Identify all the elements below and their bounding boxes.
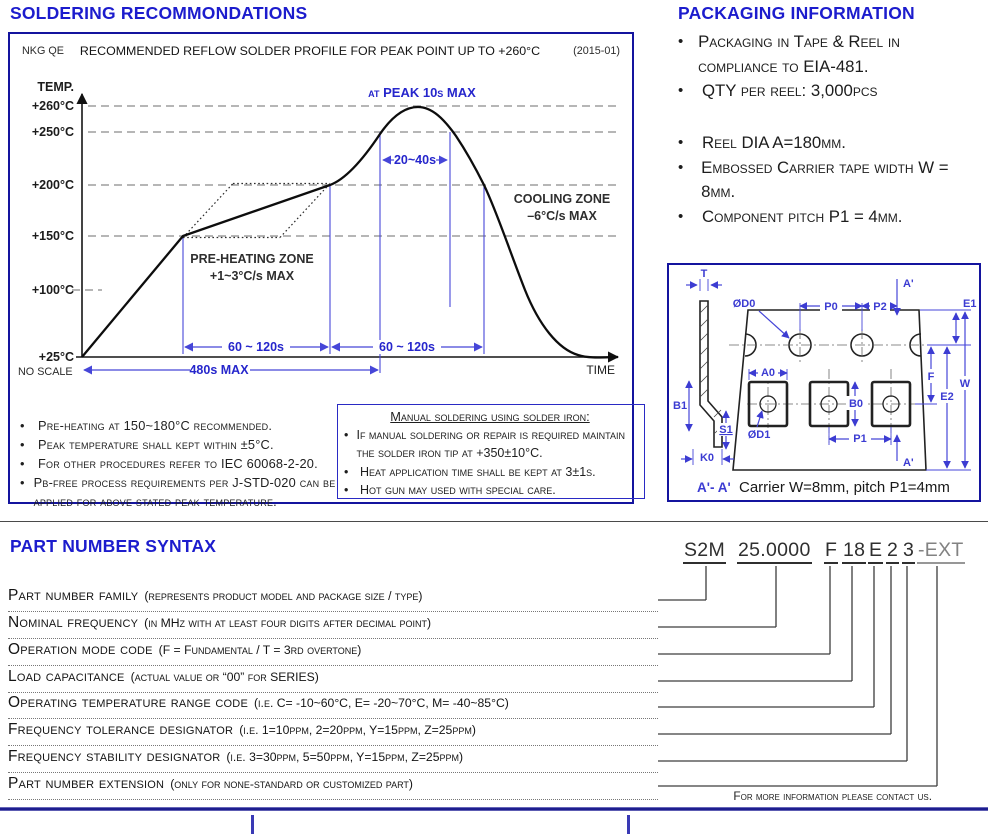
packaging-item xyxy=(678,131,970,156)
note-text: Peak temperature shall kept within ±5°C. xyxy=(38,437,274,452)
tick-25: +25°C xyxy=(38,350,74,364)
packaging-text: Embossed Carrier tape width W = 8mm. xyxy=(701,157,949,201)
pn-row-extension xyxy=(8,775,658,800)
section-divider xyxy=(0,521,988,522)
chart-corner-label: NKG QE xyxy=(22,45,64,57)
chart-title: RECOMMENDED REFLOW SOLDER PROFILE FOR PEAK POINT UP TO +260°C xyxy=(79,44,541,58)
note-text: Pb-free process requirements per J-STD-020 can be applied for above stated peak temperature. xyxy=(33,475,336,509)
bullet-icon: • xyxy=(678,158,684,176)
pn-segment-family: S2M xyxy=(683,539,726,564)
carrier-tape-drawing-box xyxy=(667,263,981,502)
footer-divider xyxy=(251,815,254,834)
tick-260: +260°C xyxy=(31,99,74,113)
pn-row-detail: (F = Fundamental / T = 3rd overtone) xyxy=(158,643,362,657)
dim-w: W xyxy=(959,378,971,390)
bullet-icon: • xyxy=(678,82,684,99)
pn-row-detail: (i.e. 1=10ppm, 2=20ppm, Y=15ppm, Z=25ppm) xyxy=(239,723,476,737)
bullet-icon: • xyxy=(678,207,684,225)
bullet-icon: • xyxy=(344,428,349,442)
manual-item xyxy=(344,426,636,463)
dim-s1: S1 xyxy=(719,424,733,436)
packaging-text: QTY per reel: 3,000pcs xyxy=(702,81,878,100)
dim-b0: B0 xyxy=(848,398,864,410)
packaging-item xyxy=(678,79,970,104)
no-scale-label: NO SCALE xyxy=(18,366,73,378)
dim-t: T xyxy=(700,268,708,280)
dim-p2: P2 xyxy=(873,301,887,313)
dim-p1: P1 xyxy=(853,433,867,445)
dim-k0: K0 xyxy=(699,452,715,464)
manual-item xyxy=(344,463,636,481)
packaging-heading: PACKAGING INFORMATION xyxy=(678,3,915,23)
pn-segment-frequency: 25.0000 xyxy=(737,539,812,564)
pn-segment-temp: E xyxy=(868,539,883,564)
note-item xyxy=(20,416,342,435)
total-window-label: 480s MAX xyxy=(189,363,249,377)
bullet-icon: • xyxy=(678,134,684,151)
manual-soldering-box xyxy=(337,404,645,499)
pn-row-detail: (in MHz with at least four digits after decimal point) xyxy=(144,616,432,630)
tape-caption: Carrier W=8mm, pitch P1=4mm xyxy=(739,479,950,496)
dim-f: F xyxy=(927,371,935,383)
section-label: A'- A' xyxy=(697,480,731,495)
bullet-icon: • xyxy=(20,456,25,471)
manual-soldering-title: Manual soldering using solder iron: xyxy=(390,409,590,424)
bullet-icon: • xyxy=(344,464,349,479)
pn-row-label: Frequency stability designator xyxy=(8,748,221,765)
pn-row-load xyxy=(8,668,658,693)
pn-row-detail: (represents product model and package size / type) xyxy=(144,589,423,603)
axis-labels xyxy=(18,80,615,378)
pn-segment-stability: 3 xyxy=(902,539,915,564)
chart-revision: (2015-01) xyxy=(573,45,620,57)
carrier-tape-drawing xyxy=(669,265,979,500)
dim-b1: B1 xyxy=(673,400,688,412)
pn-row-frequency xyxy=(8,614,658,639)
cooling-zone-line1: COOLING ZONE xyxy=(513,192,611,206)
note-item xyxy=(20,473,342,511)
packaging-text: Reel DIA A=180mm. xyxy=(702,133,846,152)
zone-annotations xyxy=(190,85,610,283)
note-item xyxy=(20,454,342,473)
pn-segment-tolerance: 2 xyxy=(886,539,899,564)
chart-header xyxy=(22,44,620,58)
manual-item xyxy=(344,481,636,499)
pn-segment-load: 18 xyxy=(842,539,866,564)
pn-row-detail: (i.e. C= -10~60°C, E= -20~70°C, M= -40~85°C) xyxy=(254,696,509,710)
bullet-icon: • xyxy=(20,475,25,490)
pn-row-family xyxy=(8,587,658,612)
pn-row-label: Nominal frequency xyxy=(8,614,139,631)
manual-text: Heat application time shall be kept at 3±1s. xyxy=(360,464,596,479)
pn-row-temp-range xyxy=(8,694,658,719)
note-item xyxy=(20,435,342,454)
manual-text: Hot gun may used with special care. xyxy=(360,482,556,497)
contact-note: For more information please contact us. xyxy=(733,789,932,803)
packaging-item xyxy=(678,205,970,230)
dim-d0: ØD0 xyxy=(732,298,756,310)
peak-window-label: 20~40s xyxy=(393,153,437,167)
bullet-icon: • xyxy=(344,482,349,497)
tick-100: +100°C xyxy=(31,283,74,297)
soldering-notes xyxy=(20,416,342,511)
tick-200: +200°C xyxy=(31,178,74,192)
dim-a-top: A' xyxy=(903,278,914,290)
ramp-window-label: 60 ~ 120s xyxy=(228,340,284,354)
pn-row-label: Frequency tolerance designator xyxy=(8,721,234,738)
axes xyxy=(76,94,618,357)
bottom-rule xyxy=(0,807,988,811)
tick-250: +250°C xyxy=(31,125,74,139)
bullet-icon: • xyxy=(20,437,25,452)
reflow-profile-chart xyxy=(10,34,632,386)
packaging-item xyxy=(678,30,970,79)
dim-a0: A0 xyxy=(760,367,776,379)
cooling-zone-line2: –6°C/s MAX xyxy=(527,209,597,223)
dim-e2: E2 xyxy=(940,391,954,403)
pn-segment-extension: -EXT xyxy=(917,539,965,564)
dim-a-bottom: A' xyxy=(903,457,914,469)
preheat-zone-line1: PRE-HEATING ZONE xyxy=(190,252,314,266)
dim-p0: P0 xyxy=(824,301,838,313)
reflow-window-label: 60 ~ 120s xyxy=(379,340,435,354)
manual-text: If manual soldering or repair is required maintain the solder iron tip at +350±10°C. xyxy=(356,428,625,461)
part-number-heading: PART NUMBER SYNTAX xyxy=(10,536,217,556)
pn-row-label: Operation mode code xyxy=(8,641,153,658)
packaging-bullets-top xyxy=(678,30,970,104)
pn-row-stability xyxy=(8,748,658,773)
tick-150: +150°C xyxy=(31,229,74,243)
peak-annotation: at PEAK 10s MAX xyxy=(368,85,476,100)
pn-row-tolerance xyxy=(8,721,658,746)
reflow-curve xyxy=(82,107,618,358)
bullet-icon: • xyxy=(678,33,684,50)
dim-d1: ØD1 xyxy=(747,429,771,441)
bullet-icon: • xyxy=(20,418,25,433)
pn-row-label: Operating temperature range code xyxy=(8,694,248,711)
pn-segment-mode: F xyxy=(824,539,838,564)
packaging-item xyxy=(678,156,970,205)
x-axis-label: TIME xyxy=(586,363,615,377)
pn-row-mode xyxy=(8,641,658,666)
y-axis-label: TEMP. xyxy=(37,80,74,94)
pn-row-label: Part number family xyxy=(8,587,139,604)
dim-e1: E1 xyxy=(963,298,977,310)
reflow-profile-box xyxy=(8,32,634,509)
pn-row-detail: (i.e. 3=30ppm, 5=50ppm, Y=15ppm, Z=25ppm) xyxy=(226,750,464,764)
pn-row-label: Load capacitance xyxy=(8,668,125,685)
pn-row-label: Part number extension xyxy=(8,775,165,792)
footer-divider xyxy=(627,815,630,834)
soldering-heading: SOLDERING RECOMMONDATIONS xyxy=(10,3,308,23)
packaging-text: Packaging in Tape & Reel in compliance to EIA-481. xyxy=(698,32,900,76)
packaging-bullets-bottom xyxy=(678,131,970,229)
preheat-zone-line2: +1~3°C/s MAX xyxy=(209,269,295,283)
pn-row-detail: (actual value or “00” for SERIES) xyxy=(130,670,319,684)
note-text: Pre-heating at 150~180°C recommended. xyxy=(38,418,273,433)
note-text: For other procedures refer to IEC 60068-2-20. xyxy=(38,456,318,471)
packaging-text: Component pitch P1 = 4mm. xyxy=(702,206,903,226)
pn-row-detail: (only for none-standard or customized part) xyxy=(170,777,413,791)
